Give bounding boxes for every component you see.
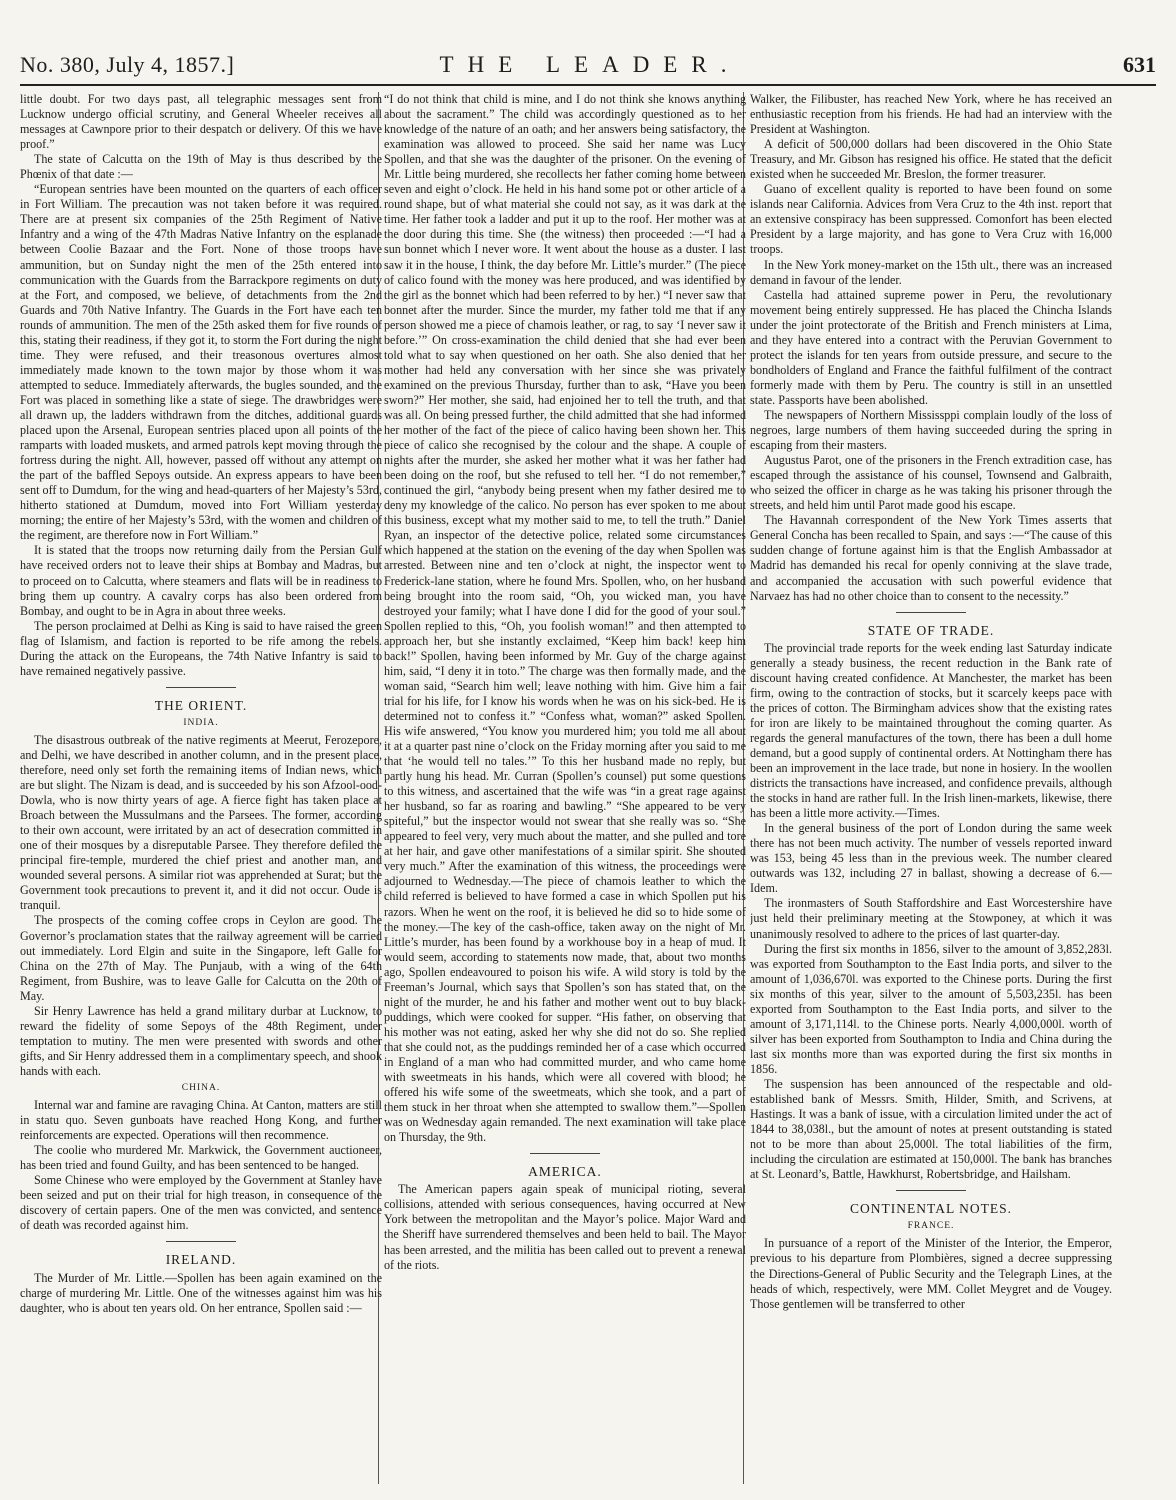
masthead [0, 0, 1176, 80]
paragraph: The prospects of the coming coffee crops in Ceylon are good. The Governor’s proclamation states that the railway agreement will be carried out immediately. Lord Elgin and suite in the Singapore, left Galle for China on the 27th of May. The Punjaub, with a wing of the 64th Regiment, from Bushire, was to leave Galle for Calcutta on the 20th of May. [20, 913, 382, 1003]
paragraph: Walker, the Filibuster, has reached New York, where he has received an enthusiastic reception from his friends. He had had an interview with the President at Washington. [750, 92, 1112, 137]
paragraph: The Havannah correspondent of the New York Times asserts that General Concha has been recalled to Spain, and says :—“The cause of this sudden change of fortune against him is that the English Ambassador at Madrid has demanded his recal for openly conniving at the slave trade, and accompanied the accusation with such powerful evidence that Narvaez has had no other choice than to consent to the necessity.” [750, 513, 1112, 603]
subheading-india: INDIA. [183, 717, 219, 728]
paragraph: Sir Henry Lawrence has held a grand military durbar at Lucknow, to reward the fidelity of some Sepoys of the 48th Regiment, under temptation to mutiny. The men were presented with swords and other gifts, and Sir Henry addressed them in a complimentary speech, and shook hands with each. [20, 1003, 382, 1078]
paragraph: The Murder of Mr. Little.—Spollen has been again examined on the charge of murdering Mr. Little. One of the witnesses against him was his daughter, who is about ten years old. On her entrance, Spollen said :— [20, 1270, 382, 1315]
paragraph: The disastrous outbreak of the native regiments at Meerut, Ferozepore, and Delhi, we have described in another column, and in the present place, therefore, need only set forth the remaining items of Indian news, which are but slight. The Nizam is dead, and is succeeded by his son Afzool-ood-Dowla, who is now thirty years of age. A fierce fight has taken place at Broach between the Mussulmans and the Parsees. The former, according to their own account, were irritated by an act of desecration committed in one of their mosques by a disreputable Parsee. They therefore defiled the principal fire-temple, murdered the chief priest and another man, and wounded several persons. A similar riot was apprehended at Surat; but the Government took precautions to prevent it, and it did not occur. Oude is tranquil. [20, 732, 382, 913]
paragraph: During the first six months in 1856, silver to the amount of 3,852,283l. was exported from Southampton to the East India ports, and silver to the amount of 1,036,670l. was exported to the Chinese ports. During the first six months of this year, silver to the amount of 5,503,235l. has been exported from Southampton to the East India ports, and silver to the amount of 3,171,114l. to the Chinese ports. Nearly 4,000,000l. worth of silver has been exported from Southampton to India and China during the last six months more than was exported during the first six months in 1856. [750, 941, 1112, 1076]
paragraph: The state of Calcutta on the 19th of May is thus described by the Phœnix of that date :— [20, 152, 382, 182]
section-heading-ireland: IRELAND. [165, 1252, 237, 1268]
paragraph: The provincial trade reports for the week ending last Saturday indicate generally a steady business, the recent reduction in the Bank rate of discount having created confidence. At Manchester, the market has been firm, owing to the contraction of stocks, but it scarcely keeps pace with the prices of cotton. The Birmingham advices show that the existing rates for iron are likely to be maintained throughout the coming quarter. As regards the general manufactures of the town, there has been a dull home demand, but a good supply of continental orders. At Nottingham there has been an improvement in the lace trade, but none in hosiery. In the woollen districts the transactions have increased, and confidence prevails, although the stocks in hand are rather full. In the Irish linen-markets, likewise, there has been a little more activity.—Times. [750, 640, 1112, 821]
paragraph: Internal war and famine are ravaging China. At Canton, matters are still in statu quo. Seven gunboats have reached Hong Kong, and further reinforcements are expected. Operations will then recommence. [20, 1098, 382, 1143]
section-heading-america: AMERICA. [528, 1164, 602, 1180]
paragraph: The newspapers of Northern Mississppi complain loudly of the loss of negroes, large numbers of them having succeeded during the spring in escaping from their masters. [750, 407, 1112, 453]
section-rule [896, 1190, 966, 1191]
paragraph: little doubt. For two days past, all telegraphic messages sent from Lucknow undergo official scrutiny, and General Wheeler receives all messages at Cawnpore prior to their despatch or delivery. Of this we have proof.” [20, 92, 382, 152]
paragraph: Castella had attained supreme power in Peru, the revolutionary movement being entirely suppressed. He has placed the Chincha Islands under the joint protectorate of the British and French ministers at Lima, and they have entered into a contract with the Peruvian Government to protect the islands for ten years from outside pressure, and secure to the bondholders of England and France the faithful fulfilment of the contract formerly made with them by Peru. The country is still in an unsettled state. Passports have been abolished. [750, 287, 1112, 407]
column-1 [20, 92, 382, 1484]
paragraph: The ironmasters of South Staffordshire and East Worcestershire have just held their preliminary meeting at the Stowponey, at which it was unanimously resolved to adhere to the prices of last quarter-day. [750, 896, 1112, 941]
paragraph: The American papers again speak of municipal rioting, several collisions, attended with serious consequences, having occurred at New York between the metropolitan and the Mayor’s police. Major Ward and the Sheriff have surrendered themselves and been held to bail. The Mayor has been arrested, and the militia has been called out to prevent a renewal of the riots. [384, 1182, 746, 1272]
newspaper-title: THE LEADER. [439, 52, 741, 77]
page-number: 631 [1123, 52, 1156, 77]
section-heading-orient: THE ORIENT. [154, 697, 248, 713]
section-heading-state-of-trade: STATE OF TRADE. [867, 622, 995, 638]
section-rule [530, 1153, 600, 1154]
section-rule [166, 1241, 236, 1242]
column-2 [384, 92, 746, 1484]
paragraph: A deficit of 500,000 dollars had been discovered in the Ohio State Treasury, and Mr. Gibson has resigned his office. He stated that the deficit existed when he succeeded Mr. Breslon, the former treasurer. [750, 137, 1112, 182]
issue-number-date: No. 380, July 4, 1857.] [20, 52, 235, 77]
quoted-paragraph: “European sentries have been mounted on the quarters of each officer in Fort William. The precaution was not taken before it was required. There are at present six companies of the 25th Regiment of Native Infantry and a wing of the 47th Madras Native Infantry on the esplanade between Coolie Bazaar and the Fort. None of those troops have ammunition, but on Sunday night the men of the 25th entered into communication with the Guards from the Barrackpore regiments on duty at the Fort, and composed, we believe, of detachments from the 2nd Guards and 70th Native Infantry. The Guards in the Fort have each ten rounds of ammunition. The men of the 25th asked them for five rounds of this, stating their readiness, if they got it, to storm the Fort during the night time. They were refused, and their treasonous overtures almost immediately made known to the town major by those whom it was attempted to seduce. Immediately afterwards, the bugles sounded, and the Fort was placed in something like a state of siege. The drawbridges were all drawn up, the ladders withdrawn from the ditches, additional guards placed upon the Arsenal, European sentries placed upon all points of the ramparts with loaded muskets, and armed patrols kept moving through the fortress during the night. All, however, passed off without any attempt on the part of the baffled Sepoys outside. An express appears to have been sent off to Dumdum, for the wing and head-quarters of her Majesty’s 53rd, hitherto stationed at Dumdum, moved into Fort William yesterday morning; the entire of her Majesty’s 53rd, with the women and children of the regiment, are therefore now in Fort William.” [20, 182, 382, 543]
paragraph: It is stated that the troops now returning daily from the Persian Gulf have received orders not to leave their ships at Bombay and Madras, but to proceed on to Calcutta, where steamers and flats will be in readiness to bring them up country. A cavalry corps has also been ordered from Bombay, and ought to be in Agra in about three weeks. [20, 543, 382, 618]
paragraph: The person proclaimed at Delhi as King is said to have raised the green flag of Islamism, and faction is reported to be rife among the rebels. During the attack on the Europeans, the 74th Native Infantry is said to have remained negatively passive. [20, 618, 382, 678]
paragraph: In the general business of the port of London during the same week there has not been much activity. The number of vessels reported inward was 153, being 45 less than in the previous week. The number cleared outwards was 132, including 27 in ballast, showing a decrease of 6.—Idem. [750, 821, 1112, 896]
masthead-rule [20, 84, 1156, 86]
section-rule [166, 687, 236, 688]
paragraph: The suspension has been announced of the respectable and old-established bank of Messrs. Smith, Hilder, Smith, and Scrivens, at Hastings. It was a bank of issue, with a circulation limited under the act of 1844 to 38,038l., but the amount of notes at present outstanding is stated not to be more than about 25,000l. The total liabilities of the firm, including the circulation are estimated at 150,000l. The bank has branches at St. Leonard’s, Battle, Hawkhurst, Robertsbridge, and Hailsham. [750, 1077, 1112, 1182]
paragraph: Augustus Parot, one of the prisoners in the French extradition case, has escaped through the assistance of his counsel, Townsend and Galbraith, who seized the officer in charge as he was taking his prisoner through the streets, and held him until Parot made good his escape. [750, 453, 1112, 513]
section-heading-continental-notes: CONTINENTAL NOTES. [850, 1201, 1012, 1217]
paragraph: Some Chinese who were employed by the Government at Stanley have been seized and put on their trial for high treason, in consequence of the discovery of certain papers. One of the men was convicted, and sentence of death was recorded against him. [20, 1173, 382, 1233]
section-rule [896, 612, 966, 613]
paragraph: “I do not think that child is mine, and I do not think she knows anything about the sacrament.” The child was accordingly questioned as to her knowledge of the nature of an oath; and her answers being satisfactory, the examination was allowed to proceed. She said her name was Lucy Spollen, and that she was the daughter of the prisoner. On the evening of Mr. Little being murdered, she recollects her father coming home between seven and eight o’clock. He held in his hand some pot or other article of a round shape, but of what material she could not say, as it was dark at the time. Her father took a ladder and put it up to the roof. Her mother was at the door during this time. She (the witness) then proceeded :—“I had a sun bonnet which I never wore. It went about the house as a duster. I last saw it in the house, I think, the day before Mr. Little’s murder.” (The piece of calico found with the money was here produced, and was identified by the girl as the bonnet which had been referred to by her.) “I never saw that bonnet after the murder. Since the murder, my father told me that if any person showed me a piece of chamois leather, or rag, to say ‘I never saw it before.’” On cross-examination the child denied that she had ever been told what to say when questioned on her oath. She also denied that her mother had held any conversation with her since she was privately examined on the previous Thursday, further than to ask, “Have you been sworn?” Her mother, she said, had enjoined her to tell the truth, and that was all. On being pressed further, the child admitted that she had informed her mother of the fact of the piece of calico having been shown her. This piece of calico she recognised by the colour and the shape. A couple of nights after the murder, she asked her mother what it was her father had been doing on the roof, but she refused to tell her. “I do not remember,” continued the girl, “anybody being present when my father desired me to deny my knowledge of the calico. No person has ever spoken to me about this business, except what my mother said to me, to tell the truth.” Daniel Ryan, an inspector of the detective police, related some circumstances which happened at the station on the evening of the day when Spollen was arrested. Between nine and ten o’clock at night, the inspector went to Frederick-lane station, where he found Mrs. Spollen, who, on her husband being brought into the room said, “Oh, you wicked man, you have destroyed your family; what I have done I did for the good of your soul.” Spollen replied to this, “Oh, you foolish woman!” and then attempted to approach her, but she instantly exclaimed, “Keep him back! keep him back!” Spollen, having been informed by Mr. Guy of the charge against him, said, “I deny it in toto.” The charge was then formally made, and the woman said, “Search him well; leave nothing with him. Give him a fair trial for his life, for I know his words when he was on his sick-bed. He is determined not to confess it.” “Confess what, woman?” asked Spollen. His wife answered, “You know you murdered him; you told me all about it at a quarter past nine o’clock on the Friday morning after you said to me that ‘he would tell no tales.’” To this her husband made no reply, but partly hung his head. Mr. Curran (Spollen’s counsel) put some questions to this witness, and ascertained that the wife was “in a great rage against her husband, so far as roaring and bawling.” “She appeared to be very spiteful,” but the inspector would not swear that she really was so. “She appeared to feel very, very much about the matter, and she pulled and tore at her hair, and gave other manifestations of a similar spirit. She shouted very much.” After the examination of this witness, the proceedings were adjourned to Wednesday.—The piece of chamois leather to which the child referred is believed to have formed a case in which Spollen put his razors. When he went on the roof, it is believed he did so to hide some of the money.—The key of the cash-office, taken away on the night of Mr. Little’s murder, has been found by a workhouse boy in a heap of mud. It would seem, according to statements now made, that, about two months ago, Spollen endeavoured to poison his wife. A wild story is told by the Freeman’s Journal, which says that Spollen’s son has stated that, on the night of the murder, he and his father and mother went out to buy black-puddings, which were cooked for supper. “His father, on observing that his mother was not eating, asked her why she did not do so. She replied that she could not, as the puddings reminded her of a case which occurred in England of a man who had committed murder, and who came home with sweetmeats in his hands, which were all covered with blood; he offered his wife some of the sweetmeats, which she took, and a part of them stuck in her throat when she attempted to swallow them.”—Spollen was on Wednesday again remanded. The next examination will take place on Thursday, the 9th. [384, 92, 746, 1145]
column-3 [750, 92, 1112, 1484]
paragraph: In the New York money-market on the 15th ult., there was an increased demand in favour of the lender. [750, 257, 1112, 287]
subheading-france: FRANCE. [907, 1221, 955, 1232]
paragraph: The coolie who murdered Mr. Markwick, the Government auctioneer, has been tried and found Guilty, and has been sentenced to be hanged. [20, 1143, 382, 1173]
paragraph: In pursuance of a report of the Minister of the Interior, the Emperor, previous to his departure from Plombières, signed a decree suppressing the Directions-General of Public Security and the Telegraph Lines, at the heads of which, respectively, were MM. Collet Meygret and de Vougey. Those gentlemen will be transferred to other [750, 1236, 1112, 1311]
paragraph: Guano of excellent quality is reported to have been found on some islands near California. Advices from Vera Cruz to the 4th inst. report that an extensive conspiracy has been suppressed. Comonfort has been elected President by a large majority, and has gone to Vera Cruz with 16,000 troops. [750, 182, 1112, 257]
subheading-china: CHINA. [181, 1083, 221, 1093]
